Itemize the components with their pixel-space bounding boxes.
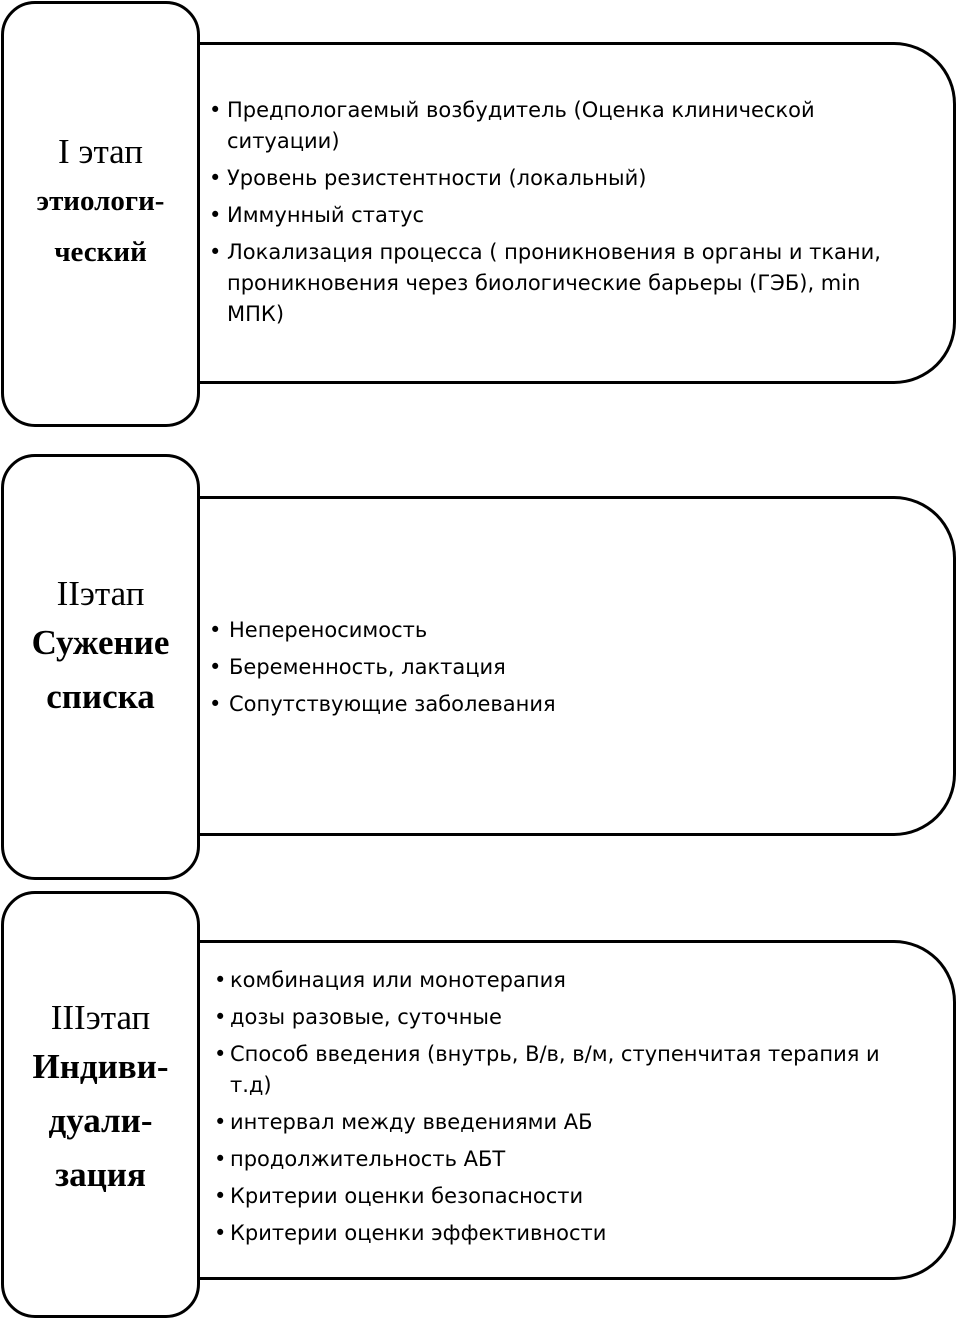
list-item: • Критерии оценки безопасности [188, 1181, 953, 1212]
stage-3-name-line-3: зация [55, 1154, 146, 1194]
bullet-icon: • [209, 165, 222, 190]
bullet-icon: • [209, 97, 222, 122]
stage-1-number: I этап [58, 132, 143, 171]
list-item: • продолжительность АБТ [188, 1144, 953, 1175]
list-item: • Локализация процесса ( проникновения в органы и ткани, проникновения через биологические барьеры (ГЭБ), min МПК) [188, 237, 953, 330]
stage-1-criteria-list [188, 91, 953, 336]
bullet-icon: • [209, 691, 222, 716]
stage-3-criteria-box [188, 940, 956, 1280]
stage-3-label-box [1, 891, 200, 1318]
bullet-icon: • [214, 968, 227, 992]
stage-2-criteria-list [188, 607, 953, 726]
stage-3-number: IIIэтап [50, 997, 151, 1037]
stage-2-label-box [1, 454, 200, 880]
bullet-icon: • [209, 654, 222, 679]
list-item: • Предпологаемый возбудитель (Оценка клинической ситуации) [188, 95, 953, 157]
list-item: • Способ введения (внутрь, В/в, в/м, ступенчитая терапия и т.д) [188, 1039, 953, 1101]
bullet-icon: • [214, 1042, 227, 1066]
list-item: • Беременность, лактация [188, 652, 953, 683]
list-item: • Уровень резистентности (локальный) [188, 163, 953, 194]
stage-2-name-line-1: Сужение [31, 623, 170, 662]
stage-3-name-line-1: Индиви- [32, 1046, 169, 1086]
bullet-icon: • [214, 1147, 227, 1171]
list-item: • Иммунный статус [188, 200, 953, 231]
stage-2-number: IIэтап [56, 574, 145, 613]
bullet-icon: • [214, 1221, 227, 1245]
stage-1-name-line-2: ческий [54, 236, 147, 268]
bullet-icon: • [214, 1005, 227, 1029]
list-item: • дозы разовые, суточные [188, 1002, 953, 1033]
list-item: • комбинация или монотерапия [188, 965, 953, 996]
bullet-icon: • [209, 239, 222, 264]
list-item: • Сопутствующие заболевания [188, 689, 953, 720]
bullet-icon: • [214, 1110, 227, 1134]
stage-1-name-line-1: этиологи- [36, 185, 165, 217]
stage-2-criteria-box [188, 496, 956, 836]
stage-1-criteria-box [188, 42, 956, 384]
bullet-icon: • [209, 617, 222, 642]
list-item: • Непереносимость [188, 615, 953, 646]
bullet-icon: • [214, 1184, 227, 1208]
stage-3-name-line-2: дуали- [48, 1100, 153, 1140]
stage-2-name-line-2: списка [46, 677, 155, 716]
stage-1-label-box [1, 1, 200, 427]
stage-3-criteria-list [188, 965, 953, 1255]
list-item: • Критерии оценки эффективности [188, 1218, 953, 1249]
bullet-icon: • [209, 202, 222, 227]
list-item: • интервал между введениями АБ [188, 1107, 953, 1138]
